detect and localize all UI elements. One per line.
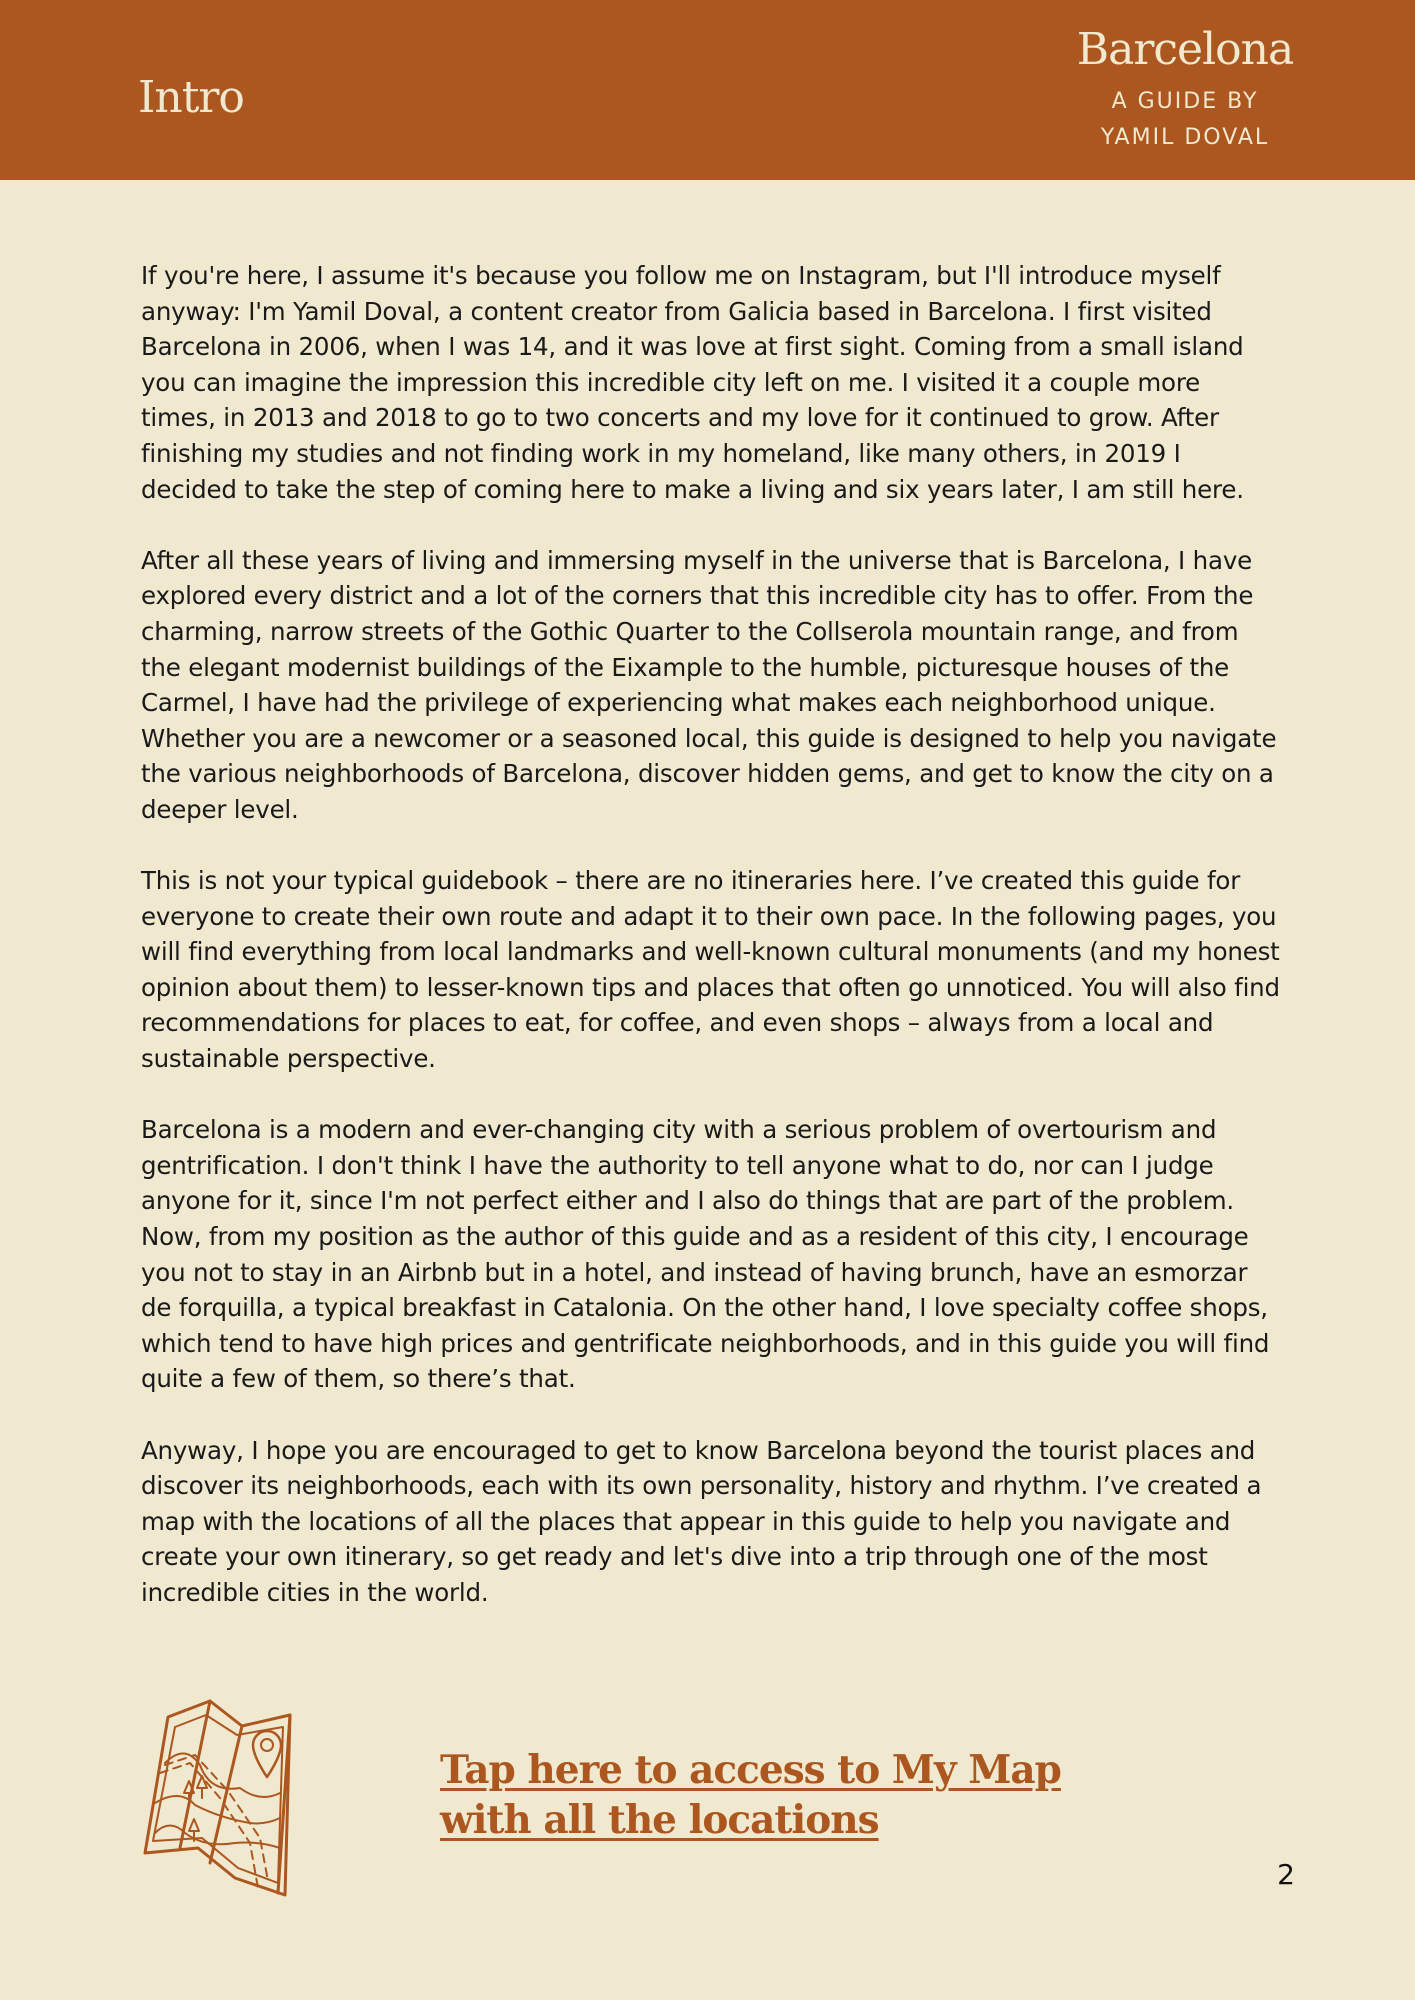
my-map-link[interactable]: Tap here to access to My Map with all the locations [440, 1747, 1061, 1843]
section-title: Intro [138, 72, 244, 123]
brand-title: Barcelona [1076, 24, 1294, 75]
paragraph-3: This is not your typical guidebook – there are no itineraries here. I’ve created this guide for everyone to create their own route and adapt it to their own pace. In the following pages, you will find everything from local landmarks and well-known cultural monuments (and my honest opinion about them) to lesser-known tips and places that often go unnoticed. You will also find recommendations for places to eat, for coffee, and even shops – always from a local and sustainable perspective. [141, 866, 1280, 1074]
page-number: 2 [1277, 1858, 1295, 1891]
byline-line-1: A GUIDE BY [1111, 89, 1259, 114]
paragraph-2: After all these years of living and immersing myself in the universe that is Barcelona, I have explored every district and a lot of the corners that this incredible city has to offer. From the charming, narrow streets of the Gothic Quarter to the Collserola mountain range, and from the elegant modernist buildings of the Eixample to the humble, picturesque houses of the Carmel, I have had the privilege of experiencing what makes each neighborhood unique. Whether you are a newcomer or a seasoned local, this guide is designed to help you navigate the various neighborhoods of Barcelona, discover hidden gems, and get to know the city on a deeper level. [141, 545, 1277, 824]
brand-block [1055, 22, 1315, 156]
page-header [0, 0, 1415, 180]
paragraph-5: Anyway, I hope you are encouraged to get to know Barcelona beyond the tourist places and discover its neighborhoods, each with its own personality, history and rhythm. I’ve created a map with the locations of all the places that appear in this guide to help you navigate and create your own itinerary, so get ready and let's dive into a trip through one of the most incredible cities in the world. [141, 1435, 1262, 1607]
body-text [141, 258, 1281, 1646]
paragraph-1: If you're here, I assume it's because you follow me on Instagram, but I'll introduce myself anyway: I'm Yamil Doval, a content creator from Galicia based in Barcelona. I first visited Barcelona in 2006, when I was 14, and it was love at first sight. Coming from a small island you can imagine the impression this incredible city left on me. I visited it a couple more times, in 2013 and 2018 to go to two concerts and my love for it continued to grow. After finishing my studies and not finding work in my homeland, like many others, in 2019 I decided to take the step of coming here to make a living and six years later, I am still here. [141, 261, 1244, 504]
folded-map-icon [140, 1693, 395, 1898]
byline-line-2: YAMIL DOVAL [1100, 125, 1270, 150]
paragraph-4: Barcelona is a modern and ever-changing city with a serious problem of overtourism and gentrification. I don't think I have the authority to tell anyone what to do, nor can I judge anyone for it, since I'm not perfect either and I also do things that are part of the problem. Now, from my position as the author of this guide and as a resident of this city, I encourage you not to stay in an Airbnb but in a hotel, and instead of having brunch, have an esmorzar de forquilla, a typical breakfast in Catalonia. On the other hand, I love specialty coffee shops, which tend to have high prices and gentrificate neighborhoods, and in this guide you will find quite a few of them, so there’s that. [141, 1115, 1270, 1394]
